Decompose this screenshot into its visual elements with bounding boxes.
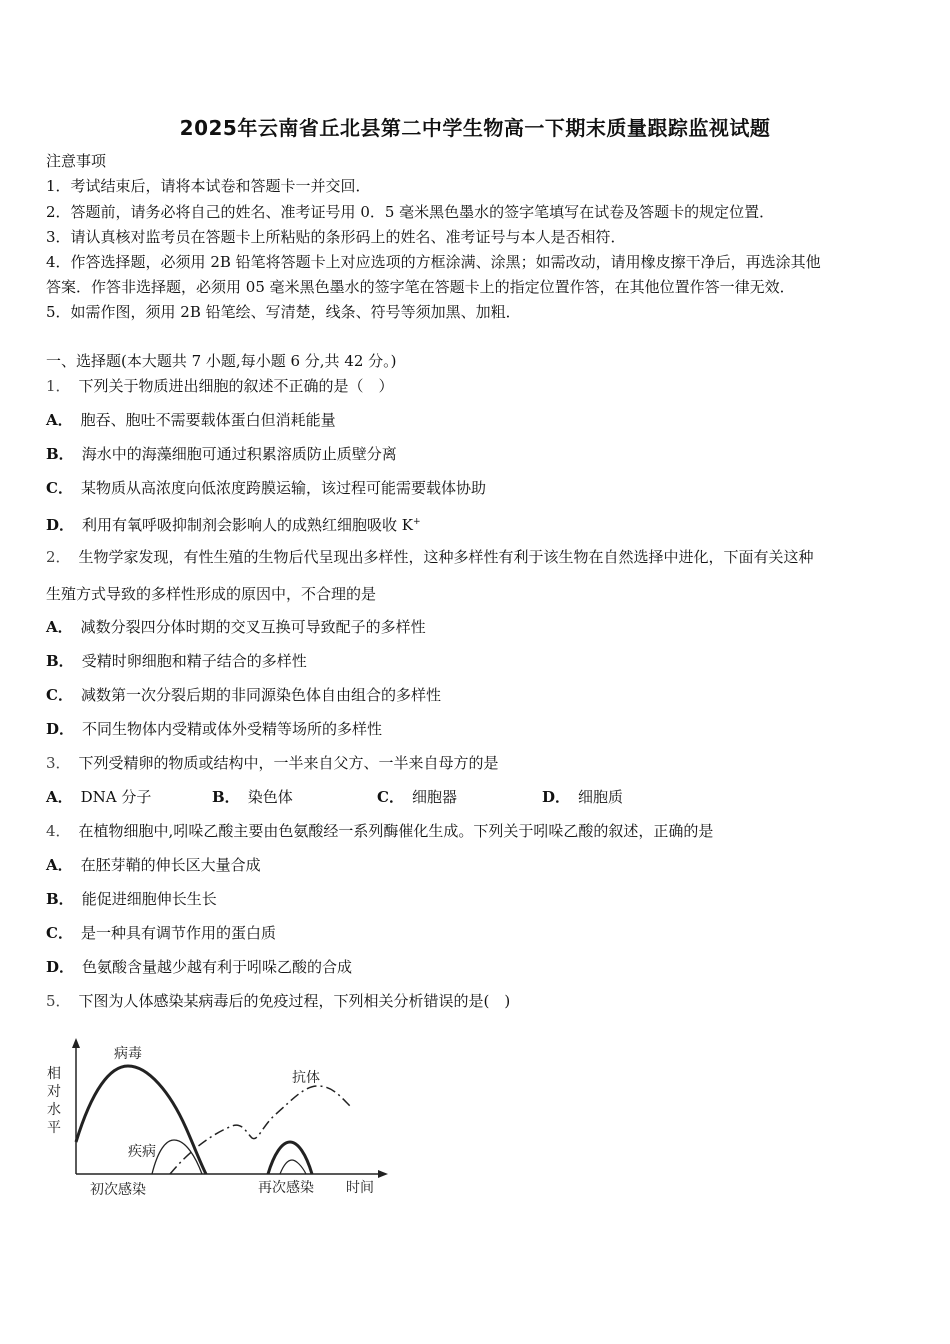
option-text: 减数分裂四分体时期的交叉互换可导致配子的多样性 [80,618,426,636]
option-text: 胞吞、胞吐不需要载体蛋白但消耗能量 [80,411,336,429]
option-label: C． [377,788,404,806]
question-4 [46,821,713,841]
y-axis-arrow [72,1038,80,1048]
option-text: 海水中的海藻细胞可通过积累溶质防止质壁分离 [81,445,397,463]
option-text: 色氨酸含量越少越有利于吲哚乙酸的合成 [82,958,353,976]
option-b [46,444,397,464]
option-label: C． [46,686,73,704]
option-a [46,617,426,637]
option-text: 是一种具有调节作用的蛋白质 [80,924,276,942]
x-axis-arrow [378,1170,388,1178]
option-label: D． [46,720,75,738]
option-c [377,787,457,807]
disease-second-curve [280,1160,306,1174]
time-label: 时间 [346,1180,374,1196]
option-label: B． [46,445,74,463]
option-text: 细胞质 [578,788,624,806]
option-label: D． [542,788,571,806]
notice-item: 答案．作答非选择题，必须用 05 毫米黑色墨水的签字笔在答题卡上的指定位置作答，在其他位置作答一律无效． [46,278,795,296]
notice-item: 3．请认真核对监考员在答题卡上所粘贴的条形码上的姓名、准考证号与本人是否相符． [46,228,626,246]
virus-second-curve [268,1142,312,1174]
option-text: DNA 分子 [80,788,152,806]
option-text: 受精时卵细胞和精子结合的多样性 [81,652,307,670]
option-a [46,855,261,875]
question-3 [46,753,499,773]
ylabel-char: 对 [47,1084,61,1100]
option-d [46,957,352,977]
option-label: B． [46,890,74,908]
option-text: 利用有氧呼吸抑制剂会影响人的成熟红细胞吸收 K [82,516,413,534]
first-infection-label: 初次感染 [90,1182,146,1198]
option-a [46,787,151,807]
option-label: B． [46,652,74,670]
ylabel-char: 水 [47,1102,61,1118]
page-title: 2025年云南省丘北县第二中学生物高一下期末质量跟踪监视试题 [179,116,771,140]
option-c [46,478,486,498]
notice-item: 2．答题前，请务必将自己的姓名、准考证号用 0．5 毫米黑色墨水的签字笔填写在试卷及答题卡的规定位置． [46,203,775,221]
antibody-curve [170,1086,350,1174]
immune-response-figure [40,1030,400,1205]
option-label: C． [46,479,73,497]
notice-item: 1．考试结束后，请将本试卷和答题卡一并交回． [46,177,371,195]
option-b [46,889,217,909]
option-text: 细胞器 [411,788,457,806]
option-text: 某物质从高浓度向低浓度跨膜运输，该过程可能需要载体协助 [80,479,486,497]
option-a [46,410,336,430]
option-label: C． [46,924,73,942]
notice-item: 4．作答选择题，必须用 2B 铅笔将答题卡上对应选项的方框涂满、涂黑；如需改动，请用橡皮擦干净后，再选涂其他 [46,253,821,271]
option-d [46,719,382,739]
option-b [46,651,307,671]
question-5 [46,991,510,1011]
option-c [46,685,441,705]
ylabel-char: 相 [47,1066,61,1082]
option-label: D． [46,516,75,534]
question-number: 5． [46,992,71,1010]
notice-item: 5．如需作图，须用 2B 铅笔绘、写清楚，线条、符号等须加黑、加粗． [46,303,521,321]
question-stem: 下图为人体感染某病毒后的免疫过程，下列相关分析错误的是( ) [78,992,511,1010]
question-stem: 生物学家发现，有性生殖的生物后代呈现出多样性，这种多样性有利于该生物在自然选择中进化，下面有关这种 [78,548,814,566]
option-d [542,787,623,807]
option-d [46,512,421,535]
disease-label: 疾病 [128,1144,156,1160]
option-label: A． [46,788,73,806]
option-label: D． [46,958,75,976]
option-text: 能促进细胞伸长生长 [81,890,217,908]
option-label: A． [46,856,73,874]
question-number: 2． [46,548,71,566]
question-2 [46,547,814,567]
question-stem: 下列关于物质进出细胞的叙述不正确的是（ ） [78,377,394,395]
question-number: 4． [46,822,71,840]
ylabel-char: 平 [47,1120,61,1136]
option-text: 不同生物体内受精或体外受精等场所的多样性 [82,720,383,738]
question-stem: 下列受精卵的物质或结构中，一半来自父方、一半来自母方的是 [78,754,499,772]
antibody-label: 抗体 [292,1070,320,1086]
superscript: + [413,517,421,527]
question-number: 3． [46,754,71,772]
option-label: A． [46,411,73,429]
option-label: B． [212,788,240,806]
question-stem-continued: 生殖方式导致的多样性形成的原因中，不合理的是 [46,585,377,603]
option-c [46,923,276,943]
question-1 [46,376,394,396]
option-b [212,787,293,807]
option-label: A． [46,618,73,636]
option-text: 染色体 [247,788,293,806]
question-number: 1． [46,377,71,395]
option-text: 减数第一次分裂后期的非同源染色体自由组合的多样性 [80,686,441,704]
option-text: 在胚芽鞘的伸长区大量合成 [80,856,261,874]
virus-label: 病毒 [114,1046,142,1062]
question-stem: 在植物细胞中,吲哚乙酸主要由色氨酸经一系列酶催化生成。下列关于吲哚乙酸的叙述，正确的是 [78,822,714,840]
second-infection-label: 再次感染 [258,1180,314,1196]
notice-heading: 注意事项 [46,152,107,170]
section-heading: 一、选择题(本大题共 7 小题,每小题 6 分,共 42 分。) [46,352,397,370]
